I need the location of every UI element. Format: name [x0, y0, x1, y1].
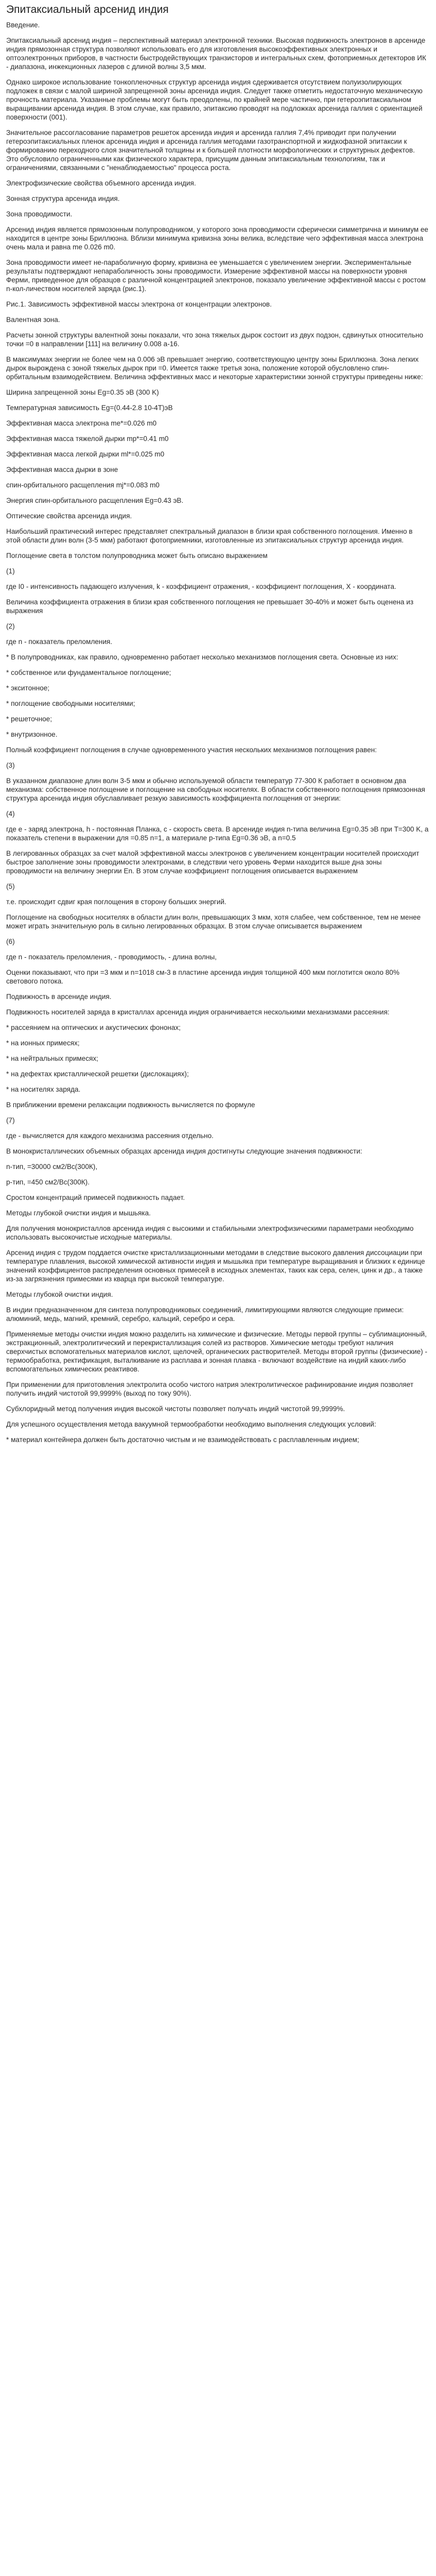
paragraph: p-тип, =450 см2/Вс(300К). [6, 1178, 90, 1186]
paragraph: (7) [6, 1116, 15, 1124]
paragraph: * решеточное; [6, 715, 53, 723]
paragraph: где e - заряд электрона, h - постоянная Планка, c - скорость света. В арсениде индия n-типа величина Eg=0.35 эВ при T=300 K, а показатель степени в выражении для =0.85 n=1, а материале p-типа Eg=0.36 эВ, а n=0.5 [6, 825, 429, 842]
paragraph: где - вычисляется для каждого механизма рассеяния отдельно. [6, 1132, 214, 1140]
paragraph: Зона проводимости имеет не-параболичную форму, кривизна ее уменьшается с увеличением энергии. Экспериментальные результаты подтверждают непараболичность зоны проводимости. Измерение эффективной массы на поверхности уровня Ферми, приведенное для образцов с различной концентрацией электронов, показало увеличение эффективной массы с ростом n-кол-личеством носителей заряда (рис.1). [6, 259, 426, 293]
paragraph: * поглощение свободными носителями; [6, 700, 135, 707]
paragraph: Оценки показывают, что при =3 мкм и n=1018 см-3 в пластине арсенида индия толщиной 400 мкм поглотится около 80% светового потока. [6, 969, 399, 985]
paragraph: Эпитаксиальный арсенид индия – перспективный материал электронной техники. Высокая подвижность электронов в арсениде индия прямозонная структура позволяют использовать его для изготовления высокоэффективных электронных и оптоэлектронных приборов, в частности быстродействующих транзисторов и интегральных схем, фотоприемных детекторов ИК - диапазона, инжекционных лазеров с длиной волны 3,5 мкм. [6, 37, 426, 71]
paragraph: Арсенид индия является прямозонным полупроводником, у которого зона проводимости сферически симметрична и минимум ее находится в центре зоны Бриллюэна. Вблизи минимума кривизна зоны велика, вследствие чего эффективная масса электрона очень мала и равна me 0.026 m0. [6, 226, 428, 251]
paragraph: Сростом концентраций примесей подвижность падает. [6, 1194, 185, 1201]
paragraph: Для успешного осуществления метода вакуумной термообработки необходимо выполнения следующих условий: [6, 1420, 376, 1428]
paragraph: спин-орбитального расщепления mj*=0.083 m0 [6, 481, 160, 489]
paragraph: Расчеты зонной структуры валентной зоны показали, что зона тяжелых дырок состоит из двух подзон, сдвинутых относительно точки =0 в направлении [111] на величину 0.008 а-16. [6, 331, 424, 348]
paragraph: Температурная зависимость Eg=(0.44-2.8 10-4T)эВ [6, 404, 173, 412]
paragraph: * на ионных примесях; [6, 1039, 80, 1047]
paragraph: В монокристаллических объемных образцах арсенида индия достигнуты следующие значения подвижности: [6, 1147, 362, 1155]
paragraph: Зона проводимости. [6, 210, 73, 218]
paragraph: n-тип, =30000 см2/Вс(300К), [6, 1163, 98, 1171]
page-title: Эпитаксиальный арсенид индия [6, 4, 169, 15]
paragraph: Субхлоридный метод получения индия высокой чистоты позволяет получать индий чистотой 99,9999%. [6, 1405, 345, 1413]
paragraph: Электрофизические свойства объемного арсенида индия. [6, 179, 196, 187]
paragraph: Валентная зона. [6, 316, 60, 324]
paragraph: Эффективная масса дырки в зоне [6, 466, 118, 473]
article-body [6, 21, 429, 1444]
paragraph: Методы глубокой очистки индия и мышьяка. [6, 1209, 151, 1217]
paragraph: При применении для приготовления электролита особо чистого натрия электролитическое рафинирование индия позволяет получить индий чистотой 99,9999% (выход по току 90%). [6, 1381, 414, 1397]
paragraph: Полный коэффициент поглощения в случае одновременного участия нескольких механизмов поглощения равен: [6, 746, 377, 754]
paragraph: Для получения монокристаллов арсенида индия с высокими и стабильными электрофизическими параметрами необходимо использовать высокочистые исходные материалы. [6, 1225, 414, 1241]
paragraph: Однако широкое использование тонкопленочных структур арсенида индия сдерживается отсутствием полуизолирующих подложек в связи с малой шириной запрещенной зоны арсенида индия. Следует также отметить недостаточную механическую прочность материала. Указанные проблемы могут быть преодолены, по крайней мере частично, при гетероэпитаксиальном выращивании арсенида индия. В этом случае, как правило, эпитаксию проводят на подложках арсенида галлия с ориентацией поверхности (001). [6, 78, 423, 121]
paragraph: (2) [6, 622, 15, 630]
paragraph: В легированных образцах за счет малой эффективной массы электронов с увеличением концентрации носителей происходит быстрое заполнение зоны проводимости электронами, в следствии чего уровень Ферми находится выше дна зоны проводимости на величину энергии Еn. В этом случае коэффициент поглощения описывается выражением [6, 850, 420, 875]
paragraph: Оптические свойства арсенида индия. [6, 512, 132, 520]
paragraph: где n - показатель преломления. [6, 638, 113, 646]
paragraph: (1) [6, 567, 15, 575]
paragraph: В указанном диапазоне длин волн 3-5 мкм и обычно используемой области температур 77-300 К работает в основном два механизма: собственное поглощение и поглощение на свободных носителях. В области собственного поглощения прямозонная структура арсенида индия обуславливает резкую зависимость коэффициента поглощения от энергии: [6, 777, 425, 802]
paragraph: Эффективная масса тяжелой дырки mp*=0.41 m0 [6, 435, 169, 443]
paragraph: * на носителях заряда. [6, 1086, 81, 1093]
paragraph: Подвижность носителей заряда в кристаллах арсенида индия ограничивается несколькими механизмами рассеяния: [6, 1008, 390, 1016]
paragraph: Эффективная масса электрона me*=0.026 m0 [6, 419, 157, 427]
paragraph: Подвижность в арсениде индия. [6, 993, 112, 1001]
paragraph: Поглощение света в толстом полупроводника может быть описано выражением [6, 552, 268, 560]
paragraph: * на дефектах кристаллической решетки (дислокациях); [6, 1070, 189, 1078]
paragraph: * внутризонное. [6, 731, 58, 738]
paragraph: Эффективная масса легкой дырки ml*=0.025 m0 [6, 450, 165, 458]
paragraph: где n - показатель преломления, - проводимость, - длина волны, [6, 953, 217, 961]
paragraph: (6) [6, 938, 15, 945]
paragraph: * собственное или фундаментальное поглощение; [6, 669, 171, 676]
paragraph: В максимумах энергии не более чем на 0.006 эВ превышает энергию, соответствующую центру зоны Бриллюэна. Зона легких дырок вырождена с зоной тяжелых дырок при =0. Имеется также третья зона, положение которой обусловлено спин-орбитальным взаимодействием. Величина эффективных масс и некоторые характеристики зонной структуры приведены ниже: [6, 355, 423, 381]
paragraph: Ширина запрещенной зоны Eg=0.35 эВ (300 K) [6, 388, 159, 396]
paragraph: * В полупроводниках, как правило, одновременно работает несколько механизмов поглощения света. Основные из них: [6, 653, 398, 661]
paragraph: Наибольший практический интерес представляет спектральный диапазон в близи края собственного поглощения. Именно в этой области длин волн (3-5 мкм) работают фотоприемники, изготовленные из эпитаксиальных структур арсенида индия. [6, 528, 413, 544]
paragraph: Введение. [6, 21, 40, 29]
paragraph: * материал контейнера должен быть достаточно чистым и не взаимодействовать с расплавленным индием; [6, 1436, 359, 1444]
paragraph: (3) [6, 761, 15, 769]
paragraph: т.е. происходит сдвиг края поглощения в сторону больших энергий. [6, 898, 226, 906]
paragraph: В индии предназначенном для синтеза полупроводниковых соединений, лимитирующими являются следующие примеси: алюминий, медь, магний, кремний, серебро, кальций, серебро и сера. [6, 1306, 404, 1323]
paragraph: Зонная структура арсенида индия. [6, 195, 120, 202]
paragraph: Поглощение на свободных носителях в области длин волн, превышающих 3 мкм, хотя слабее, чем собственное, тем не менее может играть значительную роль в сильно легированных образцах. В этом случае описывается выражением [6, 913, 421, 930]
paragraph: * на нейтральных примесях; [6, 1055, 98, 1062]
paragraph: (4) [6, 810, 15, 818]
paragraph: Значительное рассогласование параметров решеток арсенида индия и арсенида галлия 7,4% приводит при получении гетероэпитаксиальных пленок арсенида индия и арсенида галлия методами газотранспортной и жидкофазной эпитаксии к формированию переходного слоя значительной толщины и к большей плотности морфологических и структурных дефектов. Это обусловило ограниченными как физического характера, присущим данным эпитаксиальным технологиям, так и ограничениями, связанными с "ненаблюдаемостью" процесса роста. [6, 129, 415, 172]
paragraph: Методы глубокой очистки индия. [6, 1291, 113, 1298]
paragraph: Применяемые методы очистки индия можно разделить на химические и физические. Методы первой группы – сублимационный, экстракционный, электролитический и перекристаллизация солей из растворов. Химические методы требуют наличия сверхчистых вспомогательных материалов кислот, щелочей, органических растворителей. Методы второй группы (физические) - термообработка, ректификация, выталкивание из расплава и зонная плавка - включают воздействие на индий каких-либо вспомогательных химических реактивов. [6, 1330, 427, 1373]
paragraph: Величина коэффициента отражения в близи края собственного поглощения не превышает 30-40% и может быть оценена из выражения [6, 598, 414, 615]
paragraph: где I0 - интенсивность падающего излучения, k - коэффициент отражения, - коэффициент поглощения, Х - координата. [6, 583, 396, 590]
paragraph: Рис.1. Зависимость эффективной массы электрона от концентрации электронов. [6, 300, 272, 308]
paragraph: * экситонное; [6, 684, 50, 692]
paragraph: В приближении времени релаксации подвижность вычисляется по формуле [6, 1101, 255, 1109]
paragraph: (5) [6, 883, 15, 890]
paragraph: Энергия спин-орбитального расщепления Eg=0.43 эВ. [6, 497, 184, 504]
paragraph: * рассеянием на оптических и акустических фононах; [6, 1024, 181, 1031]
paragraph: Арсенид индия с трудом поддается очистке кристаллизационными методами в следствие высокого давления диссоциации при температуре плавления, высокой химической активности индия и мышьяка при температуре выращивания и близких к единице значений коэффициентов распределения основных примесей в исходных элементах, таких как сера, селен, цинк и др., а также из-за загрязнения примесями из кварца при высокой температуре. [6, 1249, 425, 1283]
